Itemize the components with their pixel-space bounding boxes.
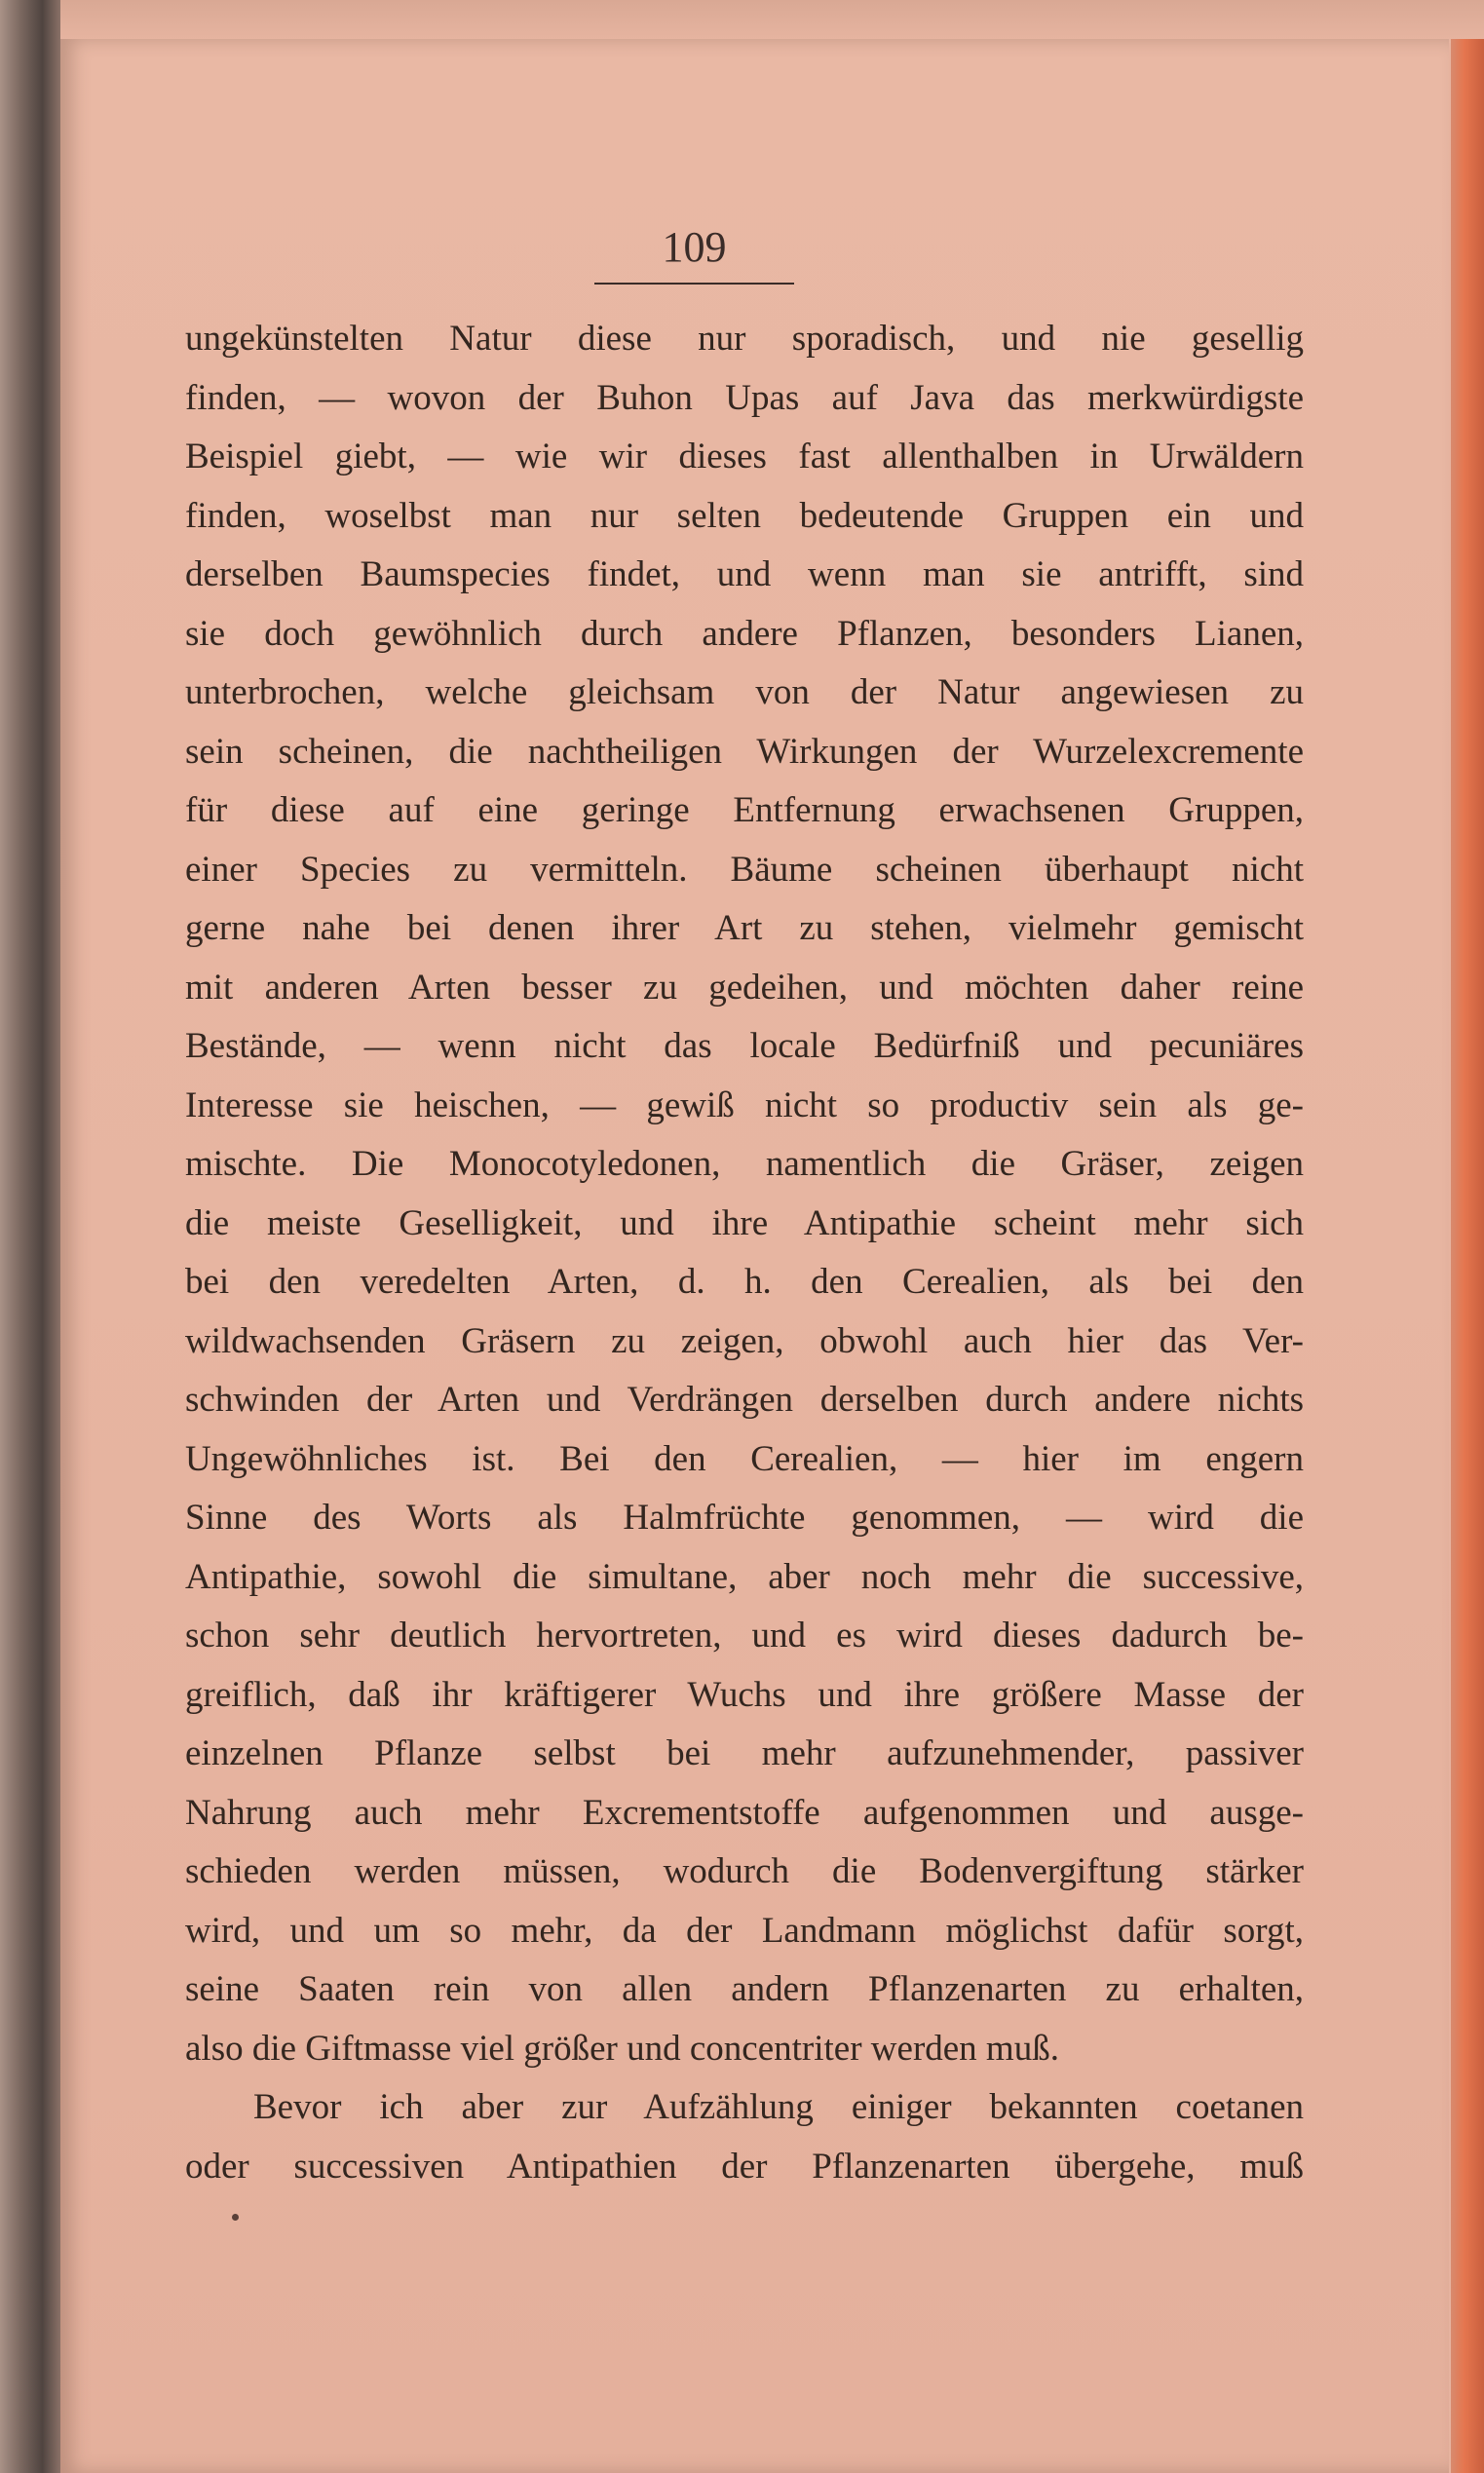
text-line: also die Giftmasse viel größer und concentriter werden muß. <box>185 2028 1059 2069</box>
text-line: schon sehr deutlich hervortreten, und es wird dieses dadurch be- <box>185 1616 1304 1655</box>
text-line: seine Saaten rein von allen andern Pflanzenarten zu erhalten, <box>185 1969 1304 2009</box>
text-line: greiflich, daß ihr kräftigerer Wuchs und ihre größere Masse der <box>185 1674 1304 1715</box>
page-top-edge <box>60 0 1484 43</box>
text-line: Ungewöhnliches ist. Bei den Cerealien, — hier im engern <box>185 1438 1304 1479</box>
text-line: Nahrung auch mehr Excrementstoffe aufgenommen und ausge- <box>185 1792 1304 1833</box>
text-line: einzelnen Pflanze selbst bei mehr aufzunehmender, passiver <box>185 1733 1304 1773</box>
text-line: Bestände, — wenn nicht das locale Bedürfniß und pecuniäres <box>185 1026 1304 1066</box>
text-line: oder successiven Antipathien der Pflanzenarten übergehe, muß <box>185 2146 1304 2187</box>
text-line: gerne nahe bei denen ihrer Art zu stehen, vielmehr gemischt <box>185 908 1304 948</box>
text-line: Bevor ich aber zur Aufzählung einiger bekannten coetanen <box>253 2087 1304 2127</box>
text-line: Interesse sie heischen, — gewiß nicht so productiv sein als ge- <box>185 1084 1304 1125</box>
text-line: mischte. Die Monocotyledonen, namentlich die Gräser, zeigen <box>185 1144 1304 1184</box>
text-line: ungekünstelten Natur diese nur sporadisch, und nie gesellig <box>185 319 1304 359</box>
text-line: einer Species zu vermitteln. Bäume scheinen überhaupt nicht <box>185 849 1304 890</box>
text-line: finden, woselbst man nur selten bedeutende Gruppen ein und <box>185 495 1304 536</box>
text-line: Antipathie, sowohl die simultane, aber noch mehr die successive, <box>185 1556 1304 1597</box>
text-line: sie doch gewöhnlich durch andere Pflanzen, besonders Lianen, <box>185 613 1304 654</box>
facing-page-edge <box>0 0 60 2473</box>
text-line: sein scheinen, die nachtheiligen Wirkungen der Wurzelexcremente <box>185 731 1304 772</box>
text-line: Sinne des Worts als Halmfrüchte genommen, — wird die <box>185 1498 1304 1538</box>
text-line: wildwachsenden Gräsern zu zeigen, obwohl auch hier das Ver- <box>185 1320 1304 1361</box>
ink-speck <box>232 2214 239 2221</box>
text-line: derselben Baumspecies findet, und wenn man sie antrifft, sind <box>185 554 1304 594</box>
text-line: bei den veredelten Arten, d. h. den Cerealien, als bei den <box>185 1262 1304 1302</box>
text-line: wird, und um so mehr, da der Landmann möglichst dafür sorgt, <box>185 1910 1304 1951</box>
page-right-edge <box>1451 39 1484 2473</box>
body-text <box>185 310 1304 2196</box>
text-line: schieden werden müssen, wodurch die Bodenvergiftung stärker <box>185 1851 1304 1891</box>
page-number: 109 <box>662 223 727 271</box>
text-line: mit anderen Arten besser zu gedeihen, und möchten daher reine <box>185 967 1304 1008</box>
text-line: für diese auf eine geringe Entfernung erwachsenen Gruppen, <box>185 790 1304 830</box>
text-line: Beispiel giebt, — wie wir dieses fast allenthalben in Urwäldern <box>185 437 1304 476</box>
header-rule <box>594 283 794 285</box>
text-line: die meiste Geselligkeit, und ihre Antipathie scheint mehr sich <box>185 1202 1304 1243</box>
text-line: finden, — wovon der Buhon Upas auf Java das merkwürdigste <box>185 377 1304 418</box>
text-line: unterbrochen, welche gleichsam von der Natur angewiesen zu <box>185 672 1304 712</box>
text-line: schwinden der Arten und Verdrängen derselben durch andere nichts <box>185 1380 1304 1420</box>
